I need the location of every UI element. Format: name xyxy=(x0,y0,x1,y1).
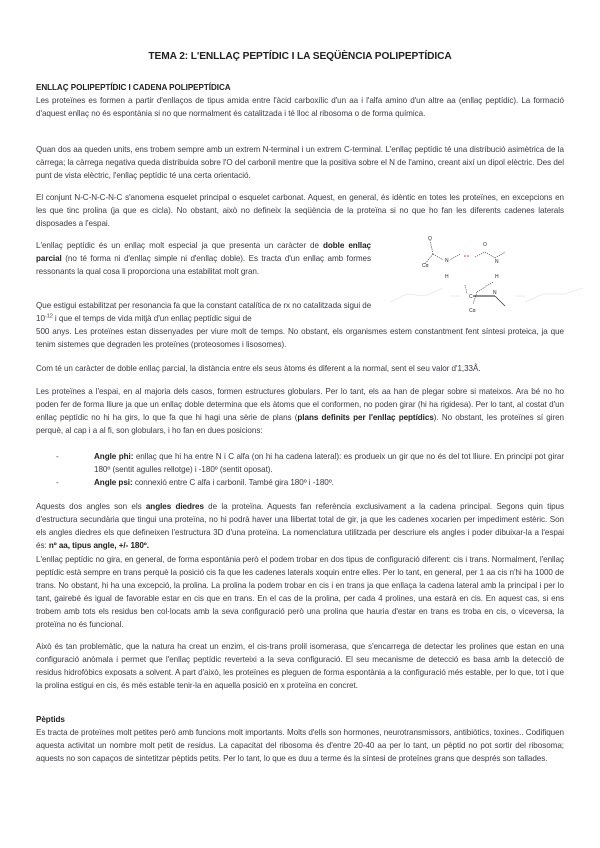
atom-label: N xyxy=(493,290,497,296)
bold-text: Angle phi: xyxy=(94,452,134,461)
paragraph: Com té un caràcter de doble enllaç parcial, la distància entre els seus àtoms és diferent a la normal, sent el seu valor d'1,33Å. xyxy=(36,364,481,373)
text: Les proteïnes a l'espai, en al majoria dels casos, formen estructures globulars. Per lo tant, els aa han de plegar sobre si mateixos. Ara bé no ho poden fer de forma lliure ja que un enllaç doble determina que els àtoms que el conformen, no poden girar (hi ha rigidesa). Per lo tant, al costat d'un enllaç peptídic no hi ha girs, lo que fa que hi hagi una sèrie de plans ( xyxy=(36,387,564,422)
atom-label: O xyxy=(428,236,432,242)
atom-label: H xyxy=(495,274,499,280)
text: 500 anys. Les proteïnes estan dissenyades per viure molt de temps. No obstant, els organismes estem constantment fent síntesi proteica, ja que tenim sistemes que degraden les proteïnes (proteosomes i lisosomes). xyxy=(36,327,564,349)
paragraph: El conjunt N-C-N-C-N-C s'anomena esquelet principal o esquelet carbonat. Aquest, en general, és idèntic en totes les proteïnes, en excepcions en les que tinc prolina (ja que es cicla). No obstant, això no defineix la seqüència de la proteïna si no que ho fan les diferents cadenes laterals disposades a l'espai. xyxy=(36,193,564,228)
peptide-resonance-figure xyxy=(385,232,590,317)
paragraph: Quan dos aa queden units, ens trobem sempre amb un extrem N-terminal i un extrem C-terminal. L'enllaç peptídic té una distribució asimètrica de la càrrega; la càrrega negativa queda distribuida sobre l'O del carbonil mentre que la positiva sobre el N de l'amino, creant així un dipol elèctric. Des del punt de vista elèctric, l'enllaç peptídic té una certa orientació. xyxy=(36,145,564,180)
text: Que estigui estabilitzat per resonancia fa que la constant catalítica de rx no catalitzada sigui de 10 xyxy=(36,301,372,323)
text: ). No obstant, les proteïnes sí giren perquè, al cap i a al fi, son globulars, i ho fan en dues posicions: xyxy=(36,413,564,435)
atom-label: N xyxy=(445,258,449,264)
text: Aquests dos angles son els xyxy=(36,502,146,511)
paragraph: Les proteïnes es formen a partir d'enllaços de tipus amida entre l'àcid carboxílic d'un aa i l'alfa amino d'un altre aa (enllaç peptídic). La formació d'aquest enllaç no és espontània si no que normalment és catalitzada i té lloc al ribosoma o de forma química. xyxy=(36,96,564,118)
atom-label: O xyxy=(483,242,487,248)
bold-text: nº aa, tipus angle, +/- 180º. xyxy=(48,541,149,550)
section-heading: ENLLAÇ POLIPEPTÍDIC I CADENA POLIPEPTÍDICA xyxy=(36,83,231,92)
section-peptide-bond xyxy=(36,81,564,120)
list-item xyxy=(36,476,564,489)
text: L'enllaç peptídic és un enllaç molt especial ja que presenta un caràcter de xyxy=(36,241,323,250)
page-title: TEMA 2: L'ENLLAÇ PEPTÍDIC I LA SEQÜÈNCIA POLIPEPTÍDICA xyxy=(148,51,452,62)
text: enllaç que hi ha entre N i C alfa (on hi ha cadena lateral): es produeix un gir que no és del tot lliure. En principi pot girar 180º (sentit agulles rellotge) i -180º (sentit oposat). xyxy=(94,452,564,474)
paragraph xyxy=(36,500,564,552)
atom-label: Cα xyxy=(469,308,476,314)
atom-label: N xyxy=(495,259,499,265)
text: de la proteïna. Aquests fan referència exclusivament a la cadena principal. Segons quin tipus d'estructura secundària que tingui una proteïna, no hi podrà haver una llibertat total de gir, ja que les cadenes xocarien per impediment estèric. Son els angles diedres els que defineixen l'estructura 3D d'una proteïna. La nomenclatura utilitzada per descriure els angles i poder dibuixar-la a l'espai és: xyxy=(36,502,564,550)
paragraph: Això és tan problemàtic, que la natura ha creat un enzim, el cis-trans prolil isomerasa, que s'encarrega de detectar les prolines que estan en una configuració anòmala i permet que l'enllaç peptídic reverteixi a la seva configuració. El seu mecanisme de detecció es basa amb la detecció de residus hidrofòbics exposats a solvent. A part d'això, les proteïnes es pleguen de forma espontània a la configuració més estable, per lo que, tot i que la prolina estigui en cis, és més estable tenir-la en aquella posició en x proteïna en concret. xyxy=(36,642,564,690)
charge-dot xyxy=(464,255,466,257)
paragraph: L'enllaç peptídic no gira, en general, de forma espontània però el podem trobar en dos tipus de configuració diferent: cis i trans. Normalment, l'enllaç peptídic està sempre en trans perquè la posició cis fa que les cadenes laterals xoquin entre elles. Per lo tant, en general, per 1 aa cis n'hi ha 1000 de trans. No obstant, hi ha una excepció, la prolina. La prolina la podem trobar en cis i en trans ja que enllaça la cadena lateral amb la principal i per lo tant, gairebé és igual de favorable estar en cis que en trans. En el cas de la prolina, per cada 4 prolines, una estarà en cis. En aquest cas, si ens trobem amb tots els residus ben col·locats amb la seva configuració però una prolina que hauria d'estar en trans es troba en cis, o viceversa, la proteïna no és funcional. xyxy=(36,555,564,629)
bold-text: plans definits per l'enllaç peptídics xyxy=(297,413,434,422)
bullet-dash: - xyxy=(56,452,59,461)
atom-label: Cα xyxy=(422,263,429,269)
section-heading: Pèptids xyxy=(36,715,65,724)
text: i que el temps de vida mitjà d'un enllaç peptídic sigui de xyxy=(52,314,252,323)
bold-text: doble enllaç parcial xyxy=(36,241,371,263)
list-item xyxy=(36,450,564,476)
paragraph xyxy=(36,385,564,437)
superscript: -12 xyxy=(44,313,53,320)
text: (no té forma ni d'enllaç simple ni d'enllaç doble). Es tracta d'un enllaç amb formes ressonants la qual cosa li proporciona una estabilitat molt gran. xyxy=(36,254,371,276)
text: connexió entre C alfa i carbonil. També gira 180º i -180º. xyxy=(132,478,334,487)
charge-dot xyxy=(467,255,469,257)
bold-text: angles diedres xyxy=(145,502,204,511)
paragraph: Es tracta de proteïnes molt petites però amb funcions molt importants. Molts d'ells son hormones, neurotransmissors, antibiòtics, toxines.. Codifiquen aquesta activitat un nombre molt petit de residus. La capacitat del ribosoma és d'entre 20-40 aa per lo tant, un pèptid no pot sortir del ribosoma; aquests no son capaços de sintetitzar pèptids petits. Per lo tant, lo que es duu a terme és la síntesi de proteïnes grans que després son tallades. xyxy=(36,728,564,763)
atom-label: C xyxy=(469,294,473,300)
bold-text: Angle psi: xyxy=(94,478,133,487)
angle-list xyxy=(36,450,564,489)
section-peptides xyxy=(36,713,564,765)
bullet-dash: - xyxy=(56,478,59,487)
paragraph xyxy=(36,239,371,278)
atom-label: H xyxy=(445,274,449,280)
